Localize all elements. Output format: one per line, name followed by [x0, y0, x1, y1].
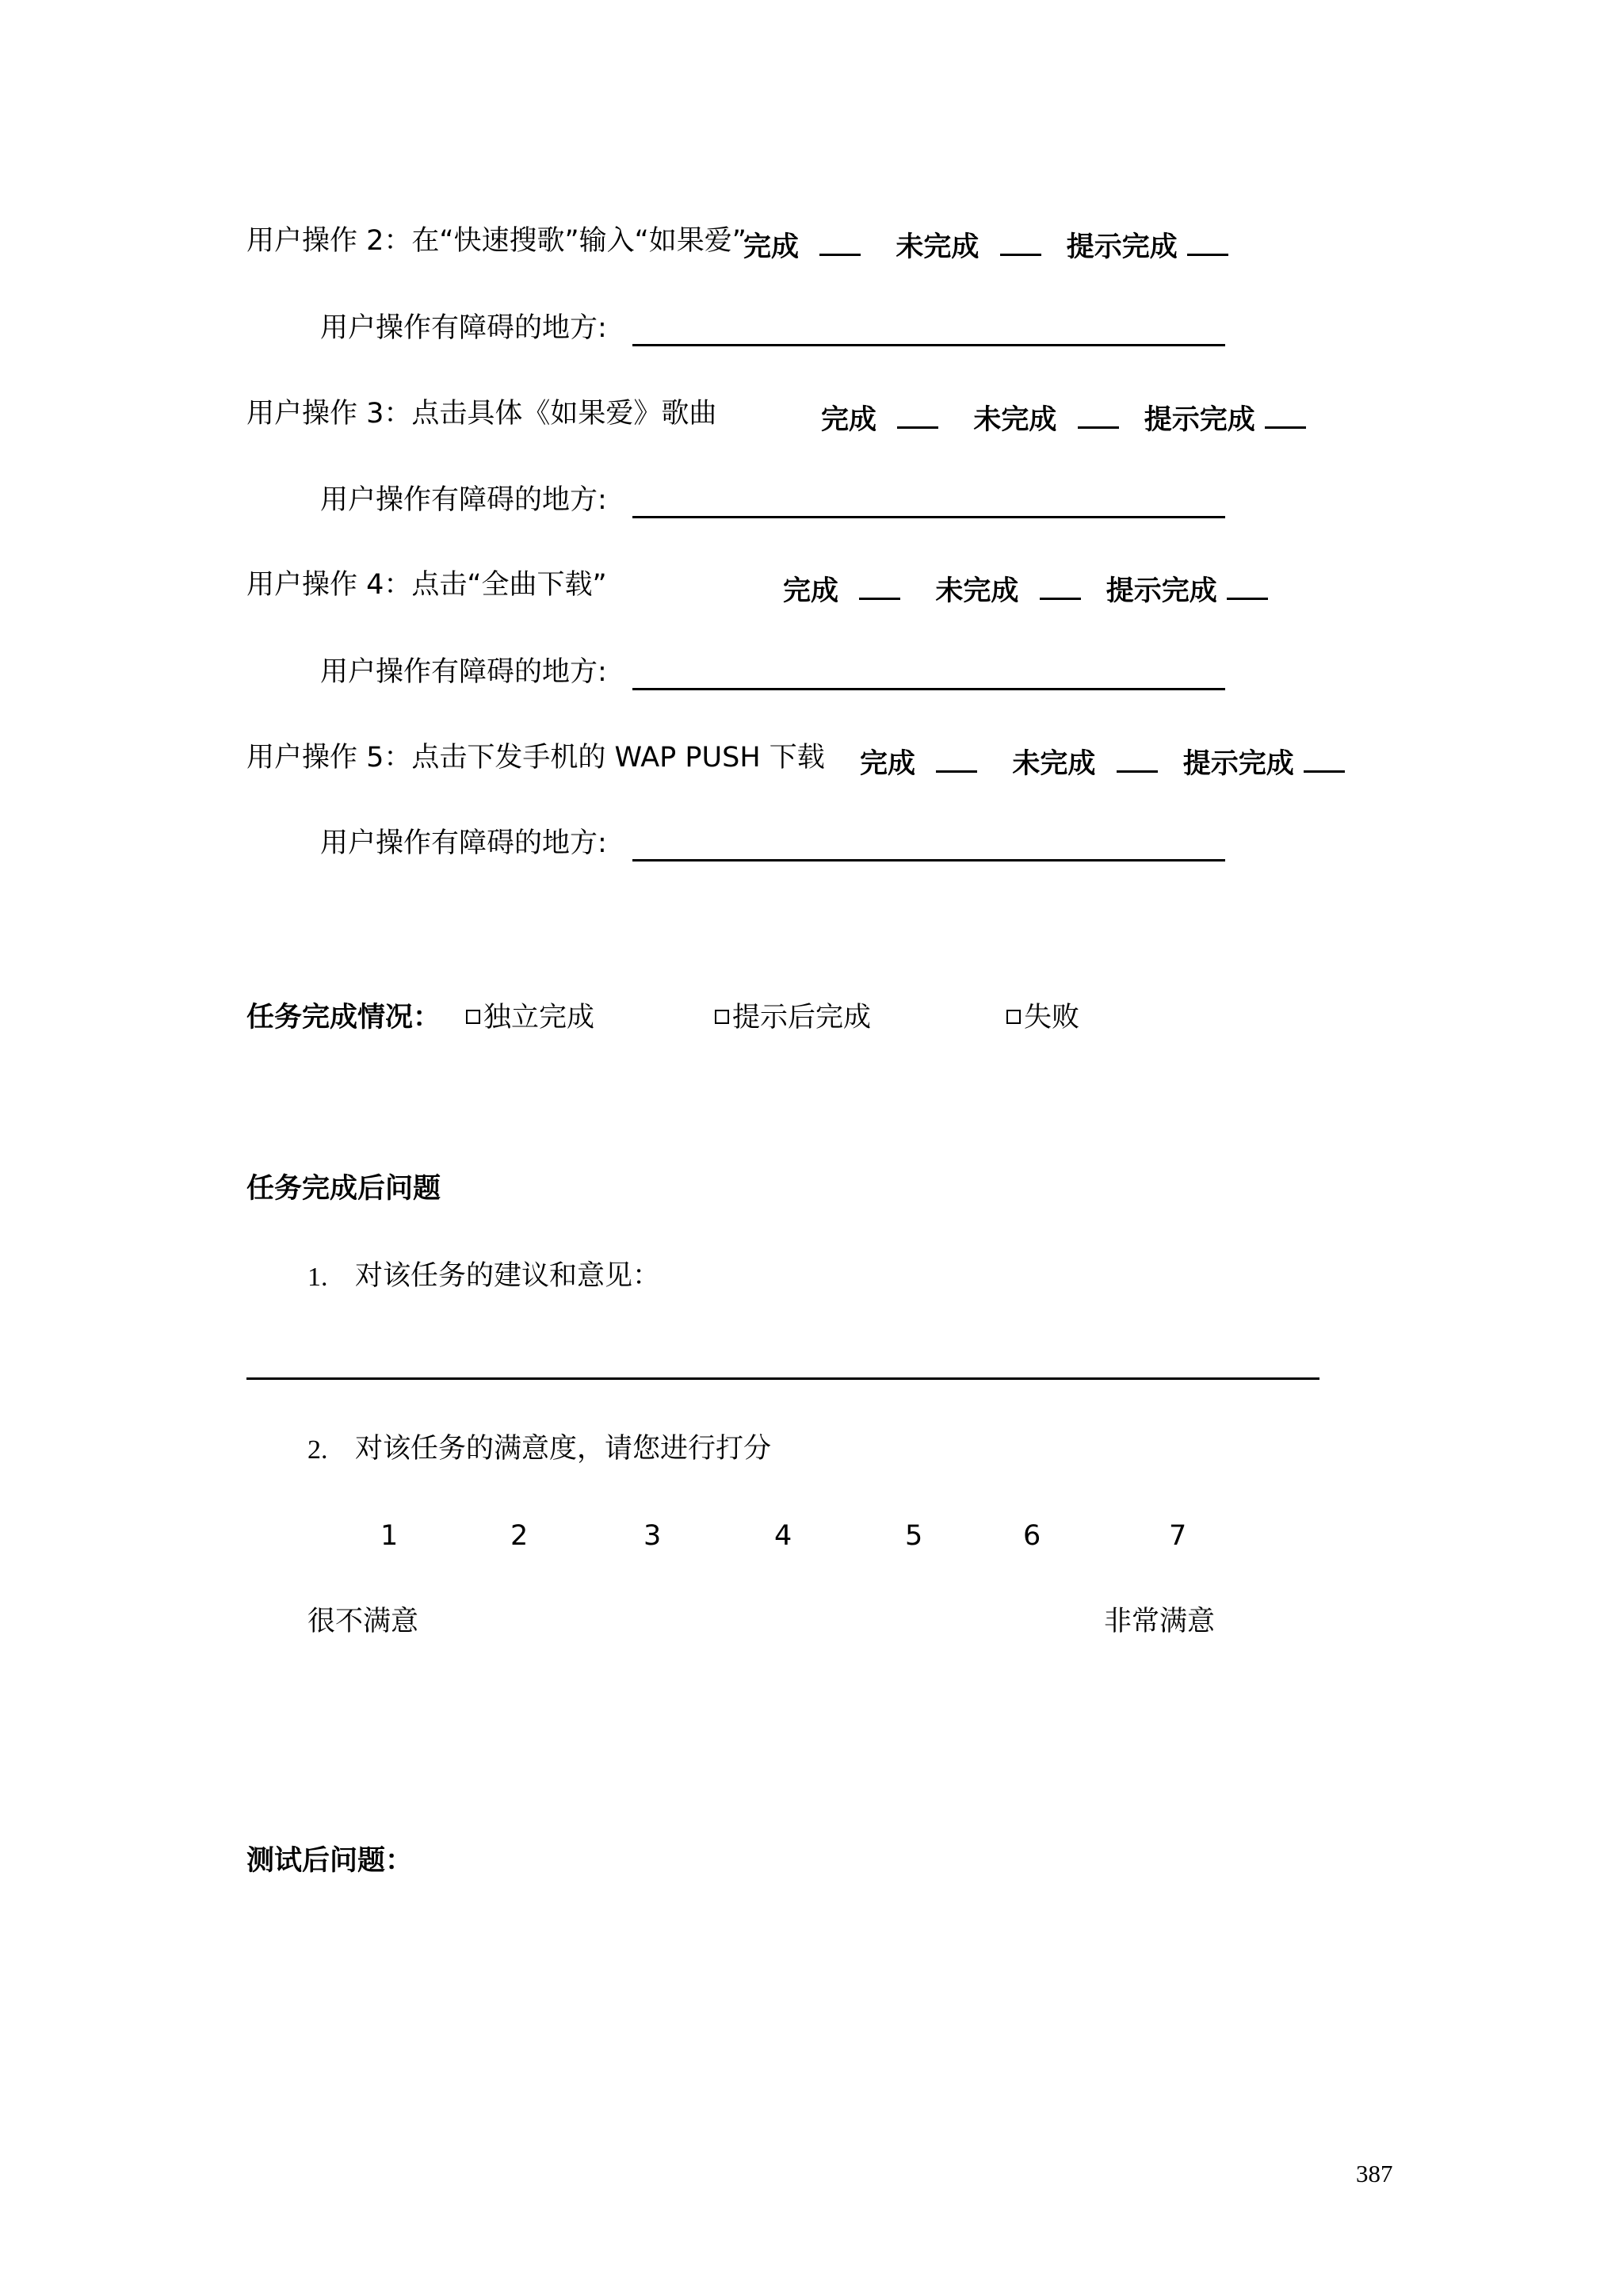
option-failed[interactable]: [1006, 1000, 1079, 1035]
option-independent[interactable]: [466, 1000, 594, 1035]
op2-notdone-blank[interactable]: [1000, 223, 1041, 256]
op3-status: [821, 396, 1306, 437]
checkbox-hinted[interactable]: [715, 1010, 729, 1024]
option-hinted[interactable]: [715, 1000, 871, 1035]
scale-1[interactable]: 1: [380, 1520, 399, 1552]
op4-label: 用户操作 4：点击“全曲下载”: [246, 569, 607, 601]
op2-done-label: 完成: [743, 231, 800, 263]
op2-done-blank[interactable]: [819, 223, 861, 256]
op4-row: [246, 567, 607, 602]
checkbox-independent[interactable]: [466, 1010, 480, 1024]
q2-text: 对该任务的满意度，请您进行打分: [355, 1433, 772, 1465]
scale-7[interactable]: 7: [1169, 1520, 1187, 1552]
scale-4[interactable]: 4: [774, 1520, 792, 1552]
op2-row: [246, 223, 747, 258]
op5-status: [860, 740, 1345, 781]
scale-3[interactable]: 3: [643, 1520, 662, 1552]
op5-notdone-label: 未完成: [1012, 748, 1096, 780]
op3-hinted-blank[interactable]: [1265, 396, 1306, 429]
op2-obstacle-line[interactable]: [632, 344, 1225, 346]
scale-2[interactable]: 2: [510, 1520, 529, 1552]
op5-done-label: 完成: [860, 748, 916, 780]
op4-done-label: 完成: [783, 575, 839, 607]
op3-done-label: 完成: [821, 404, 877, 436]
op3-obstacle-label: 用户操作有障碍的地方:: [320, 484, 607, 516]
task-completion-label: 任务完成情况：: [246, 1002, 441, 1033]
op5-done-blank[interactable]: [936, 740, 977, 773]
scale-high-label: 非常满意: [1104, 1606, 1216, 1637]
op2-obstacle-label: 用户操作有障碍的地方:: [320, 312, 607, 344]
op4-notdone-blank[interactable]: [1040, 567, 1081, 600]
scale-low-label: 很不满意: [307, 1606, 419, 1637]
checkbox-failed[interactable]: [1006, 1010, 1021, 1024]
post-test-heading: 测试后问题：: [246, 1845, 414, 1877]
op4-hinted-label: 提示完成: [1106, 575, 1217, 607]
op2-notdone-label: 未完成: [896, 231, 980, 263]
op5-notdone-blank[interactable]: [1117, 740, 1158, 773]
option-failed-label: 失败: [1024, 1002, 1080, 1033]
op3-hinted-label: 提示完成: [1144, 404, 1255, 436]
op4-notdone-label: 未完成: [935, 575, 1019, 607]
op5-obstacle-line[interactable]: [632, 859, 1225, 861]
op5-label: 用户操作 5：点击下发手机的 WAP PUSH 下载: [246, 742, 825, 774]
q2-number: 2.: [307, 1435, 328, 1465]
op3-done-blank[interactable]: [897, 396, 938, 429]
op4-done-blank[interactable]: [859, 567, 900, 600]
option-hinted-label: 提示后完成: [732, 1002, 872, 1033]
q1-text: 对该任务的建议和意见：: [355, 1260, 661, 1292]
op2-label: 用户操作 2：在“快速搜歌”输入“如果爱”: [246, 225, 747, 257]
q1-number: 1.: [307, 1263, 328, 1292]
op3-notdone-blank[interactable]: [1078, 396, 1119, 429]
q1-answer-line[interactable]: [246, 1377, 1319, 1380]
op5-hinted-blank[interactable]: [1304, 740, 1345, 773]
option-independent-label: 独立完成: [483, 1002, 595, 1033]
scale-5[interactable]: 5: [905, 1520, 923, 1552]
op3-label: 用户操作 3：点击具体《如果爱》歌曲: [246, 398, 717, 430]
op2-hinted-blank[interactable]: [1187, 223, 1228, 256]
op5-row: [246, 740, 825, 775]
op4-hinted-blank[interactable]: [1227, 567, 1268, 600]
op4-obstacle-line[interactable]: [632, 688, 1225, 690]
op2-status: [743, 223, 1228, 265]
op2-hinted-label: 提示完成: [1066, 231, 1178, 263]
post-task-heading: 任务完成后问题: [246, 1173, 441, 1205]
op4-status: [783, 567, 1268, 609]
op3-notdone-label: 未完成: [973, 404, 1057, 436]
scale-6[interactable]: 6: [1023, 1520, 1041, 1552]
op5-obstacle-label: 用户操作有障碍的地方:: [320, 827, 607, 859]
op5-hinted-label: 提示完成: [1182, 748, 1294, 780]
op4-obstacle-label: 用户操作有障碍的地方:: [320, 656, 607, 688]
page-number: 387: [1356, 2160, 1393, 2187]
op3-row: [246, 396, 716, 431]
op3-obstacle-line[interactable]: [632, 516, 1225, 518]
